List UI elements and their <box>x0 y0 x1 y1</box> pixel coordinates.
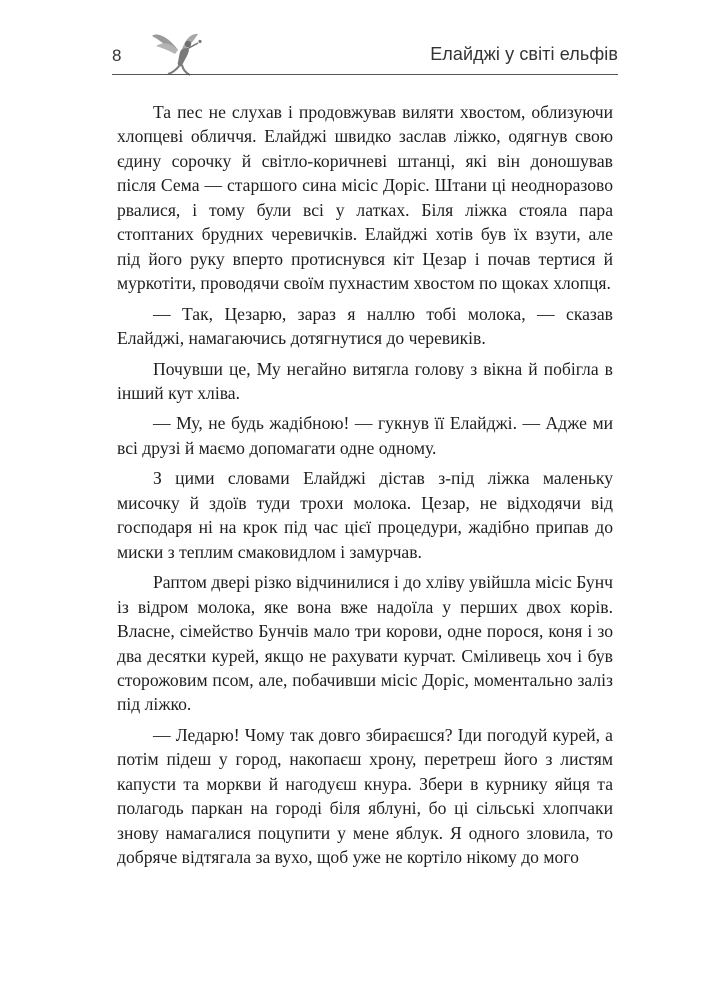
body-text <box>117 100 613 870</box>
page-number: 8 <box>112 46 122 65</box>
paragraph: Та пес не слухав і продовжував виляти хвостом, облизуючи хлопцеві обличчя. Елайджі швидко заслав ліжко, одягнув свою єдину сорочку й світло-коричневі штанці, які він доношував після Сема — старшого сина місіс Доріс. Штани ці неодноразово рвалися, і тому були всі у латках. Біля ліжка стояла пара стоптаних брудних черевичків. Елайджі хотів був їх взути, але під його руку вперто протиснувся кіт Цезар і почав тертися й муркотіти, проводячи своїм пухнастим хвостом по щоках хлопця. <box>117 102 613 294</box>
paragraph: З цими словами Елайджі дістав з-під ліжка маленьку мисочку й здоїв туди трохи молока. Цезар, не відходячи від господаря ні на крок під час цієї процедури, жадібно припав до миски з теплим смаковидлом і замурчав. <box>117 468 613 562</box>
paragraph: Раптом двері різко відчинилися і до хліву увійшла місіс Бунч із відром молока, яке вона вже надоїла у перших двох корів. Власне, сімейство Бунчів мало три корови, одне порося, коня і зо два десятки курей, якщо не рахувати курчат. Сміливець хоч і був сторожовим псом, але, побачивши місіс Доріс, моментально заліз під ліжко. <box>117 572 613 715</box>
header-rule <box>112 74 618 75</box>
running-title: Елайджі у світі ельфів <box>430 44 618 64</box>
paragraph: — Му, не будь жадібною! — гукнув її Елайджі. — Адже ми всі друзі й маємо допомагати одне одному. <box>117 413 613 458</box>
paragraph: — Так, Цезарю, зараз я наллю тобі молока, — сказав Елайджі, намагаючись дотягнутися до черевиків. <box>117 303 613 349</box>
fairy-icon <box>148 30 210 78</box>
paragraph: Почувши це, Му негайно витягла голову з вікна й побігла в інший кут хліва. <box>117 358 613 403</box>
page-header <box>112 30 618 80</box>
paragraph: — Ледарю! Чому так довго збираєшся? Іди погодуй курей, а потім підеш у город, накопаєш хрону, перетреш його з листям капусти та моркви й нагодуєш кнура. Збери в курнику яйця та полагодь паркан на городі біля яблуні, бо ці сільські хлопчаки знову намагалися поцупити у мене яблук. Я одного зловила, то добряче відтягала за вухо, щоб уже не кортіло нікому до мого <box>117 724 613 868</box>
